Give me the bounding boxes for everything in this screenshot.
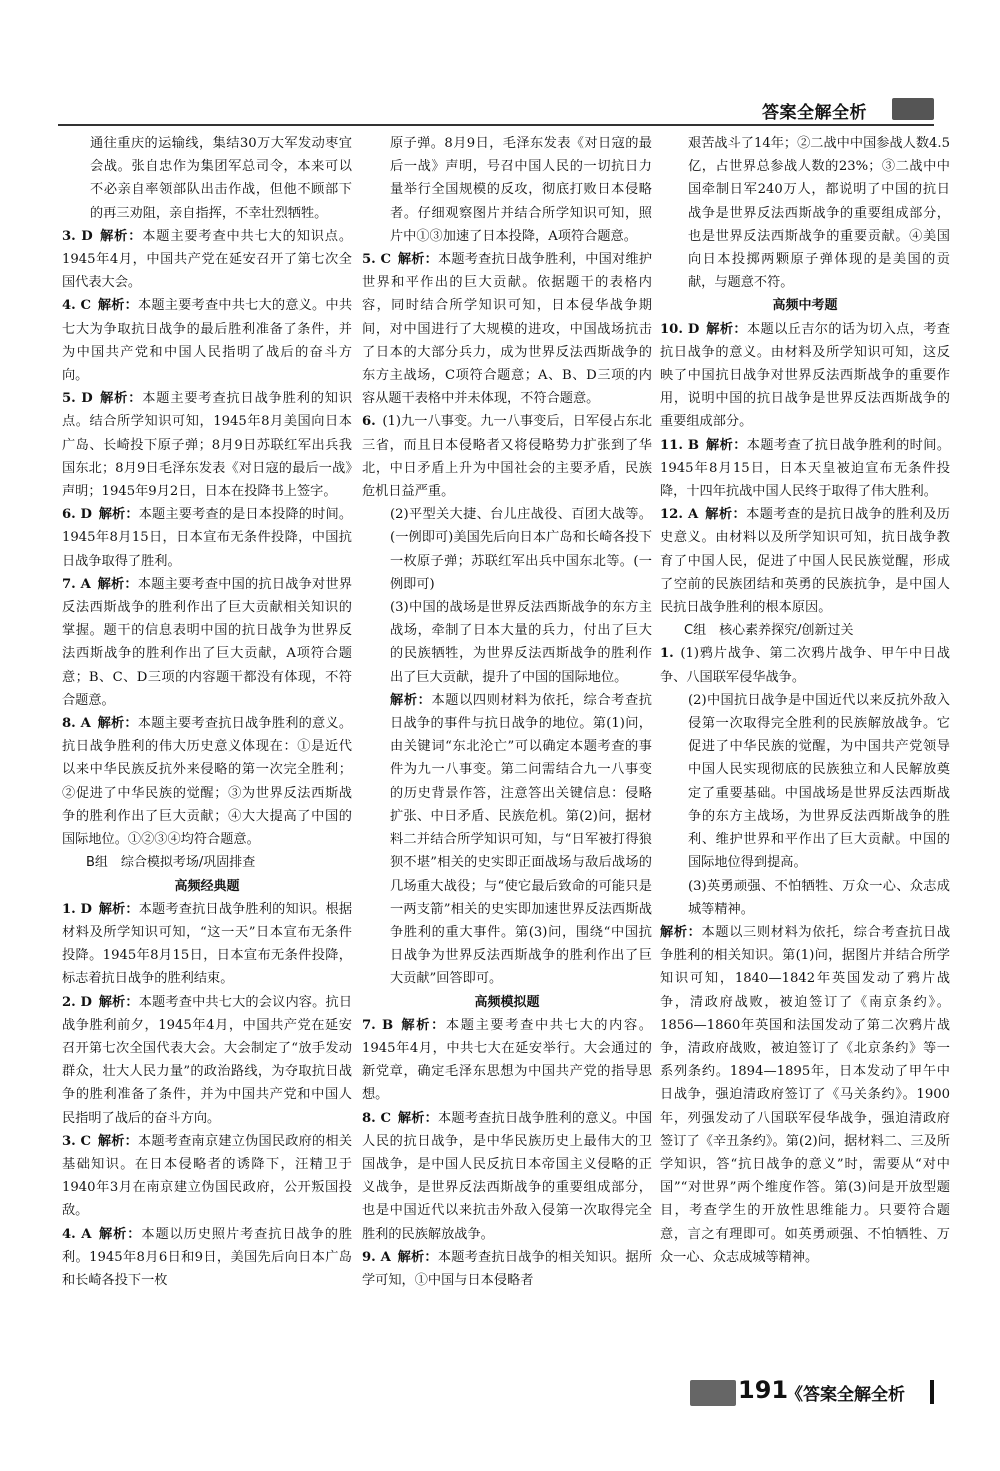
footer-title: 《答案全解全析 xyxy=(786,1385,905,1405)
question-number: 4. A xyxy=(62,1226,99,1242)
question-number: 7. B xyxy=(362,1017,400,1033)
analysis-label: 解析： xyxy=(97,716,138,732)
group-heading: C组 核心素养探究/创新过关 xyxy=(684,623,854,639)
answer-text: (3)中国的战场是世界反法西斯战争的东方主战场，牵制了日本大量的兵力，付出了巨大的民族牺牲，为世界反法西斯战争的胜利作出了巨大贡献，提升了中国的国际地位。 xyxy=(390,600,652,685)
answer-text: 本题主要考查抗日战争胜利的意义。抗日战争胜利的伟大历史意义体现在：①是近代以来中华民族反抗外来侵略的第一次完全胜利；②促进了中华民族的觉醒；③为世界反法西斯战争的胜利作出了巨大贡献；④大大提高了中国的国际地位。①②③④均符合题意。 xyxy=(62,716,353,848)
answer-text: 本题考查南京建立伪国民政府的相关基础知识。在日本侵略者的诱降下，汪精卫于1940年3月在南京建立伪国民政府，公开叛国投敌。 xyxy=(62,1133,353,1219)
page-number: 191 xyxy=(738,1376,789,1404)
question-number: 2. D xyxy=(62,994,99,1010)
header-decor-bar xyxy=(892,98,934,120)
answer-item xyxy=(62,225,352,295)
answer-paragraph xyxy=(362,503,652,596)
answer-paragraph xyxy=(362,689,652,991)
answer-item xyxy=(62,573,352,712)
analysis-label: 解析： xyxy=(704,507,747,523)
analysis-label: 解析： xyxy=(99,228,143,244)
analysis-label: 解析： xyxy=(397,1249,438,1265)
analysis-label: 解析： xyxy=(390,692,432,708)
question-number: 12. A xyxy=(660,507,705,523)
answer-text: 本题以四则材料为依托，综合考查抗日战争的事件与抗日战争的地位。第(1)问，由关键词“东北沦亡”可以确定本题考查的事件为九一八事变。第二问需结合九一八事变的历史背景作答，注意答出关键信息：侵略扩张、中日矛盾、民族危机。第(2)问，据材料二并结合所学知识可知，与“日军被打得狼狈不堪”相关的史实即正面战场与敌后战场的几场重大战役；与“使它最后致命的可能只是一两支箭”相关的史实即加速世界反法西斯战争胜利的重大事件。第(3)问，围绕“中国抗日战争为世界反法西斯战争的胜利作出了巨大贡献”回答即可。 xyxy=(390,692,652,987)
section-subheading: 高频模拟题 xyxy=(474,994,540,1010)
analysis-label: 解析： xyxy=(98,994,139,1010)
answer-item xyxy=(362,1014,652,1107)
question-number: 5. C xyxy=(362,252,398,268)
answer-text: 本题以三则材料为依托，综合考查抗日战争胜利的相关知识。第(1)问，据图片并结合所学知识可知，1840—1842年英国发动了鸦片战争，清政府战败，被迫签订了《南京条约》。1856—1860年英国和法国发动了第二次鸦片战争，清政府战败，被迫签订了《北京条约》等一系列条约。1894—1895年，日本发动了甲午中日战争，强迫清政府签订了《马关条约》。1900年，列强发动了八国联军侵华战争，强迫清政府签订了《辛丑条约》。第(2)问，据材料二、三及所学知识，答“抗日战争的意义”时，需要从“对中国”“对世界”两个维度作答。第(3)问是开放型题目，考查学生的开放性思维能力。只要符合题意，言之有理即可。如英勇顽强、不怕牺牲、万众一心、众志成城等精神。 xyxy=(660,924,951,1265)
answer-text: 本题考查中共七大的会议内容。抗日战争胜利前夕，1945年4月，中国共产党在延安召开第七次全国代表大会。大会制定了“放手发动群众，壮大人民力量”的政治路线，为夺取抗日战争的胜利准备了条件，并为中国共产党和中国人民指明了战后的奋斗方向。 xyxy=(62,994,353,1126)
footer-decor-mark xyxy=(930,1380,934,1404)
analysis-label: 解析： xyxy=(705,437,747,453)
question-number: 9. A xyxy=(362,1249,398,1265)
analysis-label: 解析： xyxy=(98,1226,142,1242)
analysis-label: 解析： xyxy=(98,901,139,917)
answer-item xyxy=(660,503,950,619)
answer-item xyxy=(660,642,950,688)
answer-paragraph xyxy=(62,132,352,225)
question-number: 11. B xyxy=(660,437,706,453)
answer-item xyxy=(362,1107,652,1246)
analysis-label: 解析： xyxy=(98,507,139,523)
answer-text: 本题主要考查中共七大的知识点。1945年4月，中国共产党在延安召开了第七次全国代表大会。 xyxy=(62,228,353,291)
answer-text: 通往重庆的运输线，集结30万大军发动枣宜会战。张自忠作为集团军总司令，本来可以不必亲自率领部队出击作战，但他不顾部下的再三劝阻，亲自指挥，不幸壮烈牺牲。 xyxy=(90,136,352,221)
analysis-label: 解析： xyxy=(660,924,702,940)
answer-item xyxy=(660,434,950,504)
answer-item xyxy=(62,387,352,503)
answer-text: (2)中国抗日战争是中国近代以来反抗外敌入侵第一次取得完全胜利的民族解放战争。它促进了中华民族的觉醒，为中国共产党领导中国人民实现彻底的民族独立和人民解放奠定了重要基础。中国战场是世界反法西斯战争的东方主战场，为世界反法西斯战争的胜利、维护世界和平作出了巨大贡献。中国的国际地位得到提高。 xyxy=(688,692,950,871)
answer-item xyxy=(660,318,950,434)
answer-text: 本题主要考查抗日战争胜利的知识点。结合所学知识可知，1945年8月美国向日本广岛、长崎投下原子弹；8月9日苏联红军出兵我国东北；8月9日毛泽东发表《对日寇的最后一战》声明；1945年9月2日，日本在投降书上签字。 xyxy=(62,391,353,500)
header-rule xyxy=(58,124,934,126)
answer-text: 本题考查了抗日战争胜利的时间。1945年8月15日，日本天皇被迫宣布无条件投降，十四年抗战中国人民终于取得了伟大胜利。 xyxy=(660,437,951,500)
analysis-label: 解析： xyxy=(97,298,139,314)
question-number: 1. D xyxy=(62,901,99,917)
header-title: 答案全解全析 xyxy=(762,103,867,123)
question-number: 7. A xyxy=(62,576,98,592)
answer-text: 本题考查抗日战争胜利的知识。根据材料及所学知识可知，“这一天”日本宣布无条件投降。1945年8月15日，日本宣布无条件投降，标志着抗日战争的胜利结束。 xyxy=(62,901,353,987)
question-number: 3. C xyxy=(62,1133,98,1149)
answer-text: 本题以丘吉尔的话为切入点，考查抗日战争的意义。由材料及所学知识可知，这反映了中国抗日战争对世界反法西斯战争的重要作用，说明中国的抗日战争是世界反法西斯战争的重要组成部分。 xyxy=(660,321,950,430)
answer-text: 原子弹。8月9日，毛泽东发表《对日寇的最后一战》声明，号召中国人民的一切抗日力量举行全国规模的反攻，彻底打败日本侵略者。仔细观察图片并结合所学知识可知，照片中①③加速了日本投降，A项符合题意。 xyxy=(390,136,652,244)
answer-text: 本题考查的是抗日战争的胜利及历史意义。由材料以及所学知识可知，抗日战争教育了中国人民，促进了中国人民民族觉醒，形成了空前的民族团结和英勇的民族抗争，是中国人民抗日战争胜利的根本原因。 xyxy=(660,507,950,616)
question-number: 1. xyxy=(660,646,681,662)
answer-paragraph xyxy=(362,596,652,689)
analysis-label: 解析： xyxy=(399,1017,446,1033)
analysis-label: 解析： xyxy=(397,252,439,268)
answer-item xyxy=(362,248,652,410)
analysis-label: 解析： xyxy=(397,1110,439,1126)
analysis-label: 解析： xyxy=(97,576,138,592)
answer-text: 本题以历史照片考查抗日战争的胜利。1945年8月6日和9日，美国先后向日本广岛和长崎各投下一枚 xyxy=(62,1226,353,1288)
answer-text: (1)鸦片战争、第二次鸦片战争、甲午中日战争、八国联军侵华战争。 xyxy=(660,646,950,685)
answer-text: 本题主要考查的是日本投降的时间。1945年8月15日，日本宣布无条件投降，中国抗日战争取得了胜利。 xyxy=(62,507,353,569)
answer-text: (3)英勇顽强、不怕牺牲、万众一心、众志成城等精神。 xyxy=(688,878,950,917)
answer-item xyxy=(62,294,352,387)
answer-text: 本题考查抗日战争的相关知识。据所学可知，①中国与日本侵略者 xyxy=(362,1249,653,1288)
answer-text: 艰苦战斗了14年；②二战中中国参战人数4.5亿，占世界总参战人数的23%；③二战中中国牵制日军240万人，都说明了中国的抗日战争是世界反法西斯战争的重要组成部分，也是世界反法西斯战争的重要贡献。④美国向日本投掷两颗原子弹体现的是美国的贡献，与题意不符。 xyxy=(688,136,950,291)
answer-text: 本题考查抗日战争胜利，中国对维护世界和平作出的巨大贡献。依据题干的表格内容，同时结合所学知识可知，日本侵华战争期间，对中国进行了大规模的进攻，中国战场抗击了日本的大部分兵力，成为世界反法西斯战争的东方主战场，C项符合题意；A、B、D三项的内容从题干表格中并未体现，不符合题意。 xyxy=(362,252,653,407)
question-number: 8. A xyxy=(62,716,98,732)
answer-item xyxy=(62,712,352,851)
footer-decor-bar xyxy=(690,1380,736,1406)
question-number: 6. xyxy=(362,414,383,430)
question-number: 8. C xyxy=(362,1110,398,1126)
analysis-label: 解析： xyxy=(705,321,747,337)
section-subheading: 高频中考题 xyxy=(772,298,838,314)
answer-item xyxy=(362,410,652,503)
question-number: 6. D xyxy=(62,507,99,523)
answer-text: (1)九一八事变。九一八事变后，日军侵占东北三省，而且日本侵略者又将侵略势力扩张到了华北，中日矛盾上升为中国社会的主要矛盾，民族危机日益严重。 xyxy=(362,414,652,500)
answer-text: (2)平型关大捷、台儿庄战役、百团大战等。(一例即可)美国先后向日本广岛和长崎各投下一枚原子弹；苏联红军出兵中国东北等。(一例即可) xyxy=(390,507,652,592)
answer-text: 本题主要考查中国的抗日战争对世界反法西斯战争的胜利作出了巨大贡献相关知识的掌握。题干的信息表明中国的抗日战争为世界反法西斯战争的胜利作出了巨大贡献，A项符合题意；B、C、D三项的内容题干都没有体现，不符合题意。 xyxy=(62,576,353,708)
answer-item xyxy=(62,1130,352,1223)
section-subheading: 高频经典题 xyxy=(174,878,240,894)
answer-item xyxy=(62,1223,352,1293)
analysis-label: 解析： xyxy=(97,1133,139,1149)
answer-item xyxy=(62,991,352,1130)
question-number: 5. D xyxy=(62,391,100,407)
analysis-label: 解析： xyxy=(99,391,143,407)
answer-paragraph xyxy=(660,132,950,294)
answer-text: 本题主要考查中共七大的意义。中共七大为争取抗日战争的最后胜利准备了条件，并为中国共产党和中国人民指明了战后的奋斗方向。 xyxy=(62,298,353,384)
answer-paragraph xyxy=(362,132,652,248)
question-number: 3. D xyxy=(62,228,100,244)
answer-text: 本题考查抗日战争胜利的意义。中国人民的抗日战争，是中华民族历史上最伟大的卫国战争，是中国人民反抗日本帝国主义侵略的正义战争，是世界反法西斯战争的重要组成部分，也是中国近代以来抗击外敌入侵第一次取得完全胜利的民族解放战争。 xyxy=(362,1110,653,1242)
answer-item xyxy=(62,503,352,573)
answer-paragraph xyxy=(660,875,950,921)
answer-paragraph xyxy=(660,921,950,1269)
column-1 xyxy=(62,132,352,1292)
answer-item xyxy=(62,898,352,991)
column-3 xyxy=(660,132,950,1269)
question-number: 4. C xyxy=(62,298,98,314)
question-number: 10. D xyxy=(660,321,706,337)
answer-item xyxy=(362,1246,652,1292)
answer-paragraph xyxy=(660,689,950,875)
column-2 xyxy=(362,132,652,1292)
answer-text: 本题主要考查中共七大的内容。1945年4月，中共七大在延安举行。大会通过的新党章，确定毛泽东思想为中国共产党的指导思想。 xyxy=(362,1017,652,1103)
group-heading: B组 综合模拟考场/巩固排查 xyxy=(86,855,256,871)
